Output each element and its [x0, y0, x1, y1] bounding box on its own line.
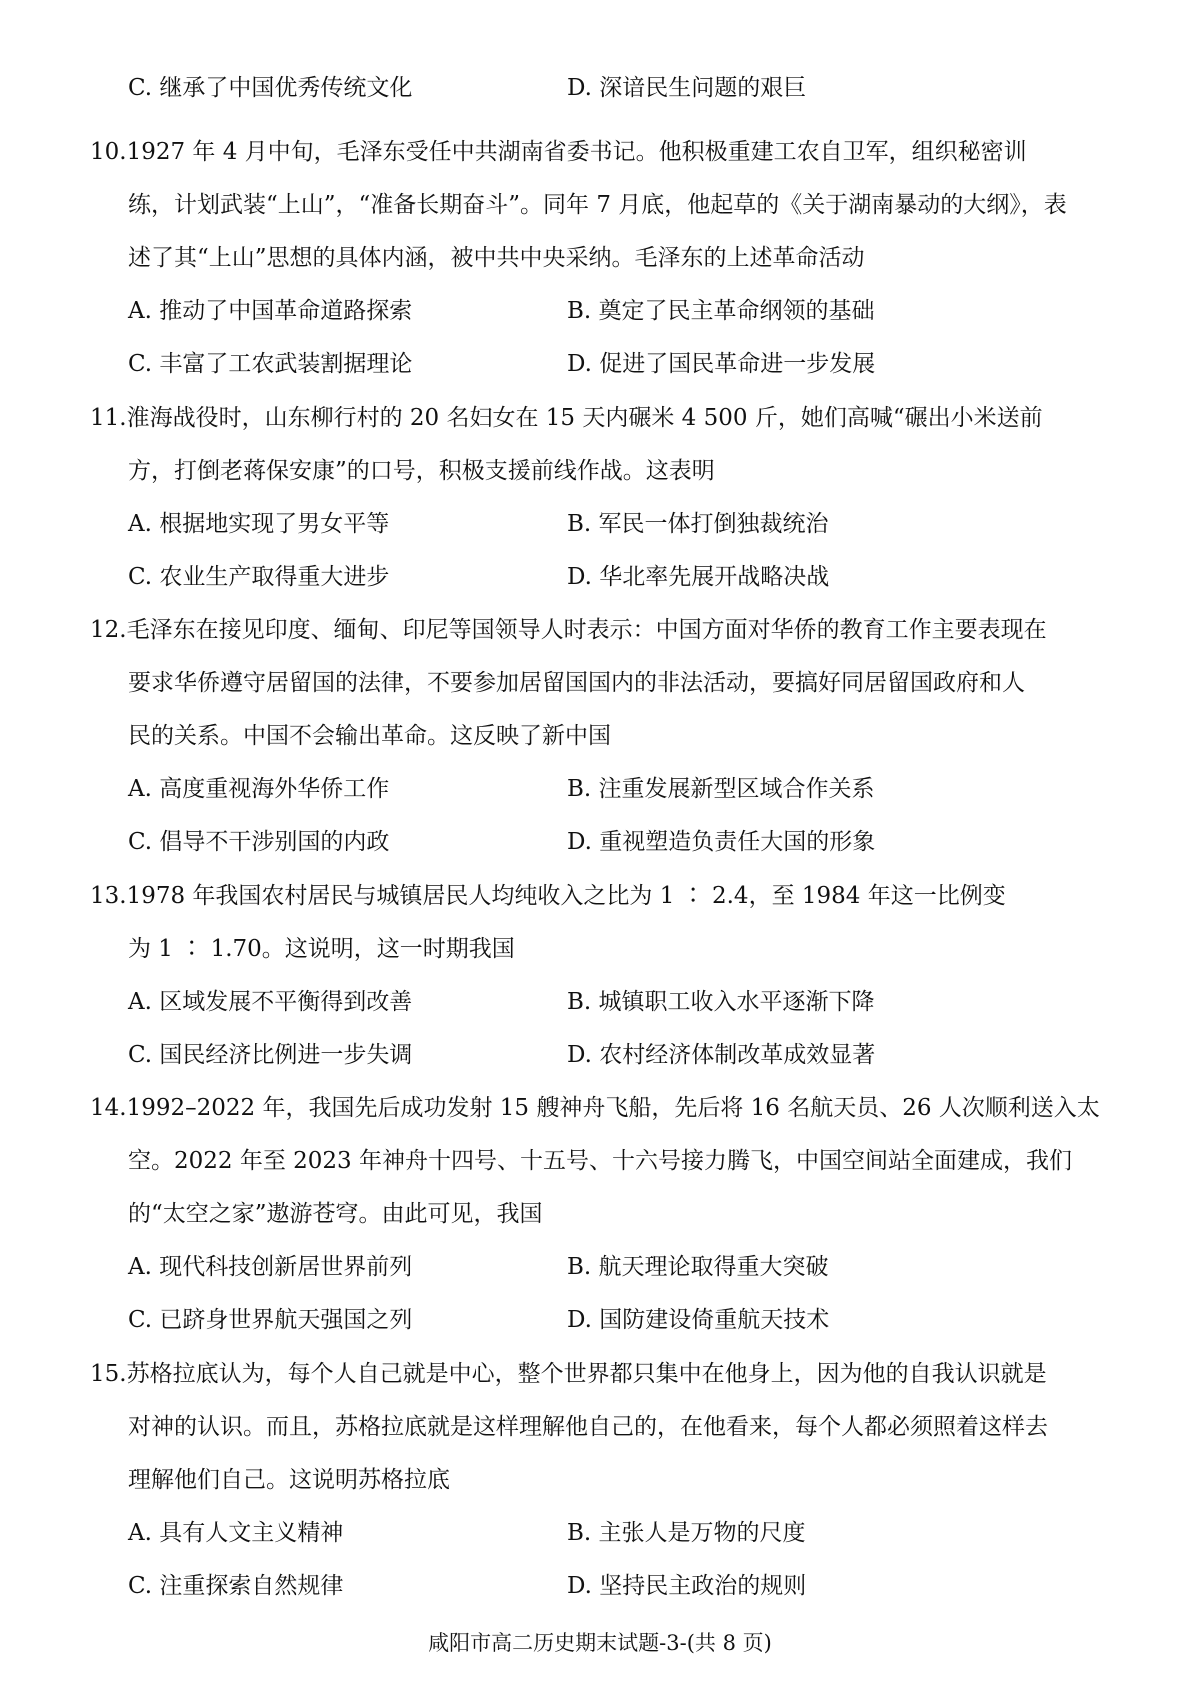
option-a: A. 推动了中国革命道路探索 — [128, 298, 413, 324]
option-d: D. 农村经济体制改革成效显著 — [567, 1042, 876, 1068]
option-row — [90, 285, 1120, 338]
page-footer: 咸阳市高二历史期末试题-3-(共 8 页) — [428, 1631, 772, 1655]
option-row — [90, 1294, 1120, 1347]
question-stem: 12.毛泽东在接见印度、缅甸、印尼等国领导人时表示：中国方面对华侨的教育工作主要表现在 要求华侨遵守居留国的法律，不要参加居留国国内的非法活动，要搞好同居留国政府和人 民的关系。中国不会输出革命。这反映了新中国 — [90, 604, 1120, 763]
question-stem: 11.淮海战役时，山东柳行村的 20 名妇女在 15 天内碾米 4 500 斤，她们高喊“碾出小米送前 方，打倒老蒋保安康”的口号，积极支援前线作战。这表明 — [90, 392, 1120, 498]
question-number: 14. — [90, 1095, 127, 1121]
question-number: 13. — [90, 883, 127, 909]
question-number: 11. — [90, 405, 127, 431]
question-11 — [90, 392, 1120, 604]
option-row — [90, 1029, 1120, 1082]
question-stem: 15.苏格拉底认为，每个人自己就是中心，整个世界都只集中在他身上，因为他的自我认识就是 对神的认识。而且，苏格拉底就是这样理解他自己的，在他看来，每个人都必须照着这样去 理解他们自己。这说明苏格拉底 — [90, 1348, 1120, 1507]
question-15 — [90, 1348, 1120, 1613]
option-b: B. 城镇职工收入水平逐渐下降 — [567, 989, 875, 1015]
option-d: D. 华北率先展开战略决战 — [567, 564, 830, 590]
option-d: D. 深谙民生问题的艰巨 — [567, 75, 807, 101]
option-row — [90, 976, 1120, 1029]
option-a: A. 根据地实现了男女平等 — [128, 511, 390, 537]
previous-question-options — [90, 62, 1120, 115]
option-c: C. 丰富了工农武装割据理论 — [128, 351, 413, 377]
option-row — [90, 1241, 1120, 1294]
option-c: C. 注重探索自然规律 — [128, 1573, 344, 1599]
option-a: A. 区域发展不平衡得到改善 — [128, 989, 413, 1015]
option-b: B. 军民一体打倒独裁统治 — [567, 511, 829, 537]
question-number: 12. — [90, 617, 127, 643]
question-stem: 13.1978 年我国农村居民与城镇居民人均纯收入之比为 1 ∶ 2.4，至 1984 年这一比例变 为 1 ∶ 1.70。这说明，这一时期我国 — [90, 870, 1120, 976]
question-number: 15. — [90, 1361, 127, 1387]
question-13 — [90, 870, 1120, 1082]
option-d: D. 促进了国民革命进一步发展 — [567, 351, 876, 377]
question-number: 10. — [90, 139, 127, 165]
option-row — [90, 551, 1120, 604]
question-10 — [90, 126, 1120, 391]
option-b: B. 航天理论取得重大突破 — [567, 1254, 829, 1280]
option-a: A. 现代科技创新居世界前列 — [128, 1254, 413, 1280]
option-b: B. 主张人是万物的尺度 — [567, 1520, 806, 1546]
option-a: A. 高度重视海外华侨工作 — [128, 776, 390, 802]
option-c: C. 已跻身世界航天强国之列 — [128, 1307, 413, 1333]
option-row — [90, 816, 1120, 869]
option-c: C. 国民经济比例进一步失调 — [128, 1042, 413, 1068]
option-d: D. 重视塑造负责任大国的形象 — [567, 829, 876, 855]
option-a: A. 具有人文主义精神 — [128, 1520, 344, 1546]
option-b: B. 注重发展新型区域合作关系 — [567, 776, 875, 802]
option-row — [90, 338, 1120, 391]
option-b: B. 奠定了民主革命纲领的基础 — [567, 298, 875, 324]
option-row — [90, 763, 1120, 816]
option-row — [90, 1560, 1120, 1613]
question-stem: 10.1927 年 4 月中旬，毛泽东受任中共湖南省委书记。他积极重建工农自卫军，组织秘密训 练，计划武装“上山”，“准备长期奋斗”。同年 7 月底，他起草的《关于湖南暴动的大纲》，表 述了其“上山”思想的具体内涵，被中共中央采纳。毛泽东的上述革命活动 — [90, 126, 1120, 285]
option-c: C. 农业生产取得重大进步 — [128, 564, 390, 590]
option-d: D. 坚持民主政治的规则 — [567, 1573, 807, 1599]
option-d: D. 国防建设倚重航天技术 — [567, 1307, 830, 1333]
option-row — [90, 498, 1120, 551]
question-14 — [90, 1082, 1120, 1347]
option-c: C. 倡导不干涉别国的内政 — [128, 829, 390, 855]
question-12 — [90, 604, 1120, 869]
question-stem: 14.1992–2022 年，我国先后成功发射 15 艘神舟飞船，先后将 16 名航天员、26 人次顺利送入太 空。2022 年至 2023 年神舟十四号、十五号、十六号接力腾飞，中国空间站全面建成，我们 的“太空之家”遨游苍穹。由此可见，我国 — [90, 1082, 1120, 1241]
option-c: C. 继承了中国优秀传统文化 — [128, 75, 413, 101]
option-row — [90, 62, 1120, 115]
option-row — [90, 1507, 1120, 1560]
